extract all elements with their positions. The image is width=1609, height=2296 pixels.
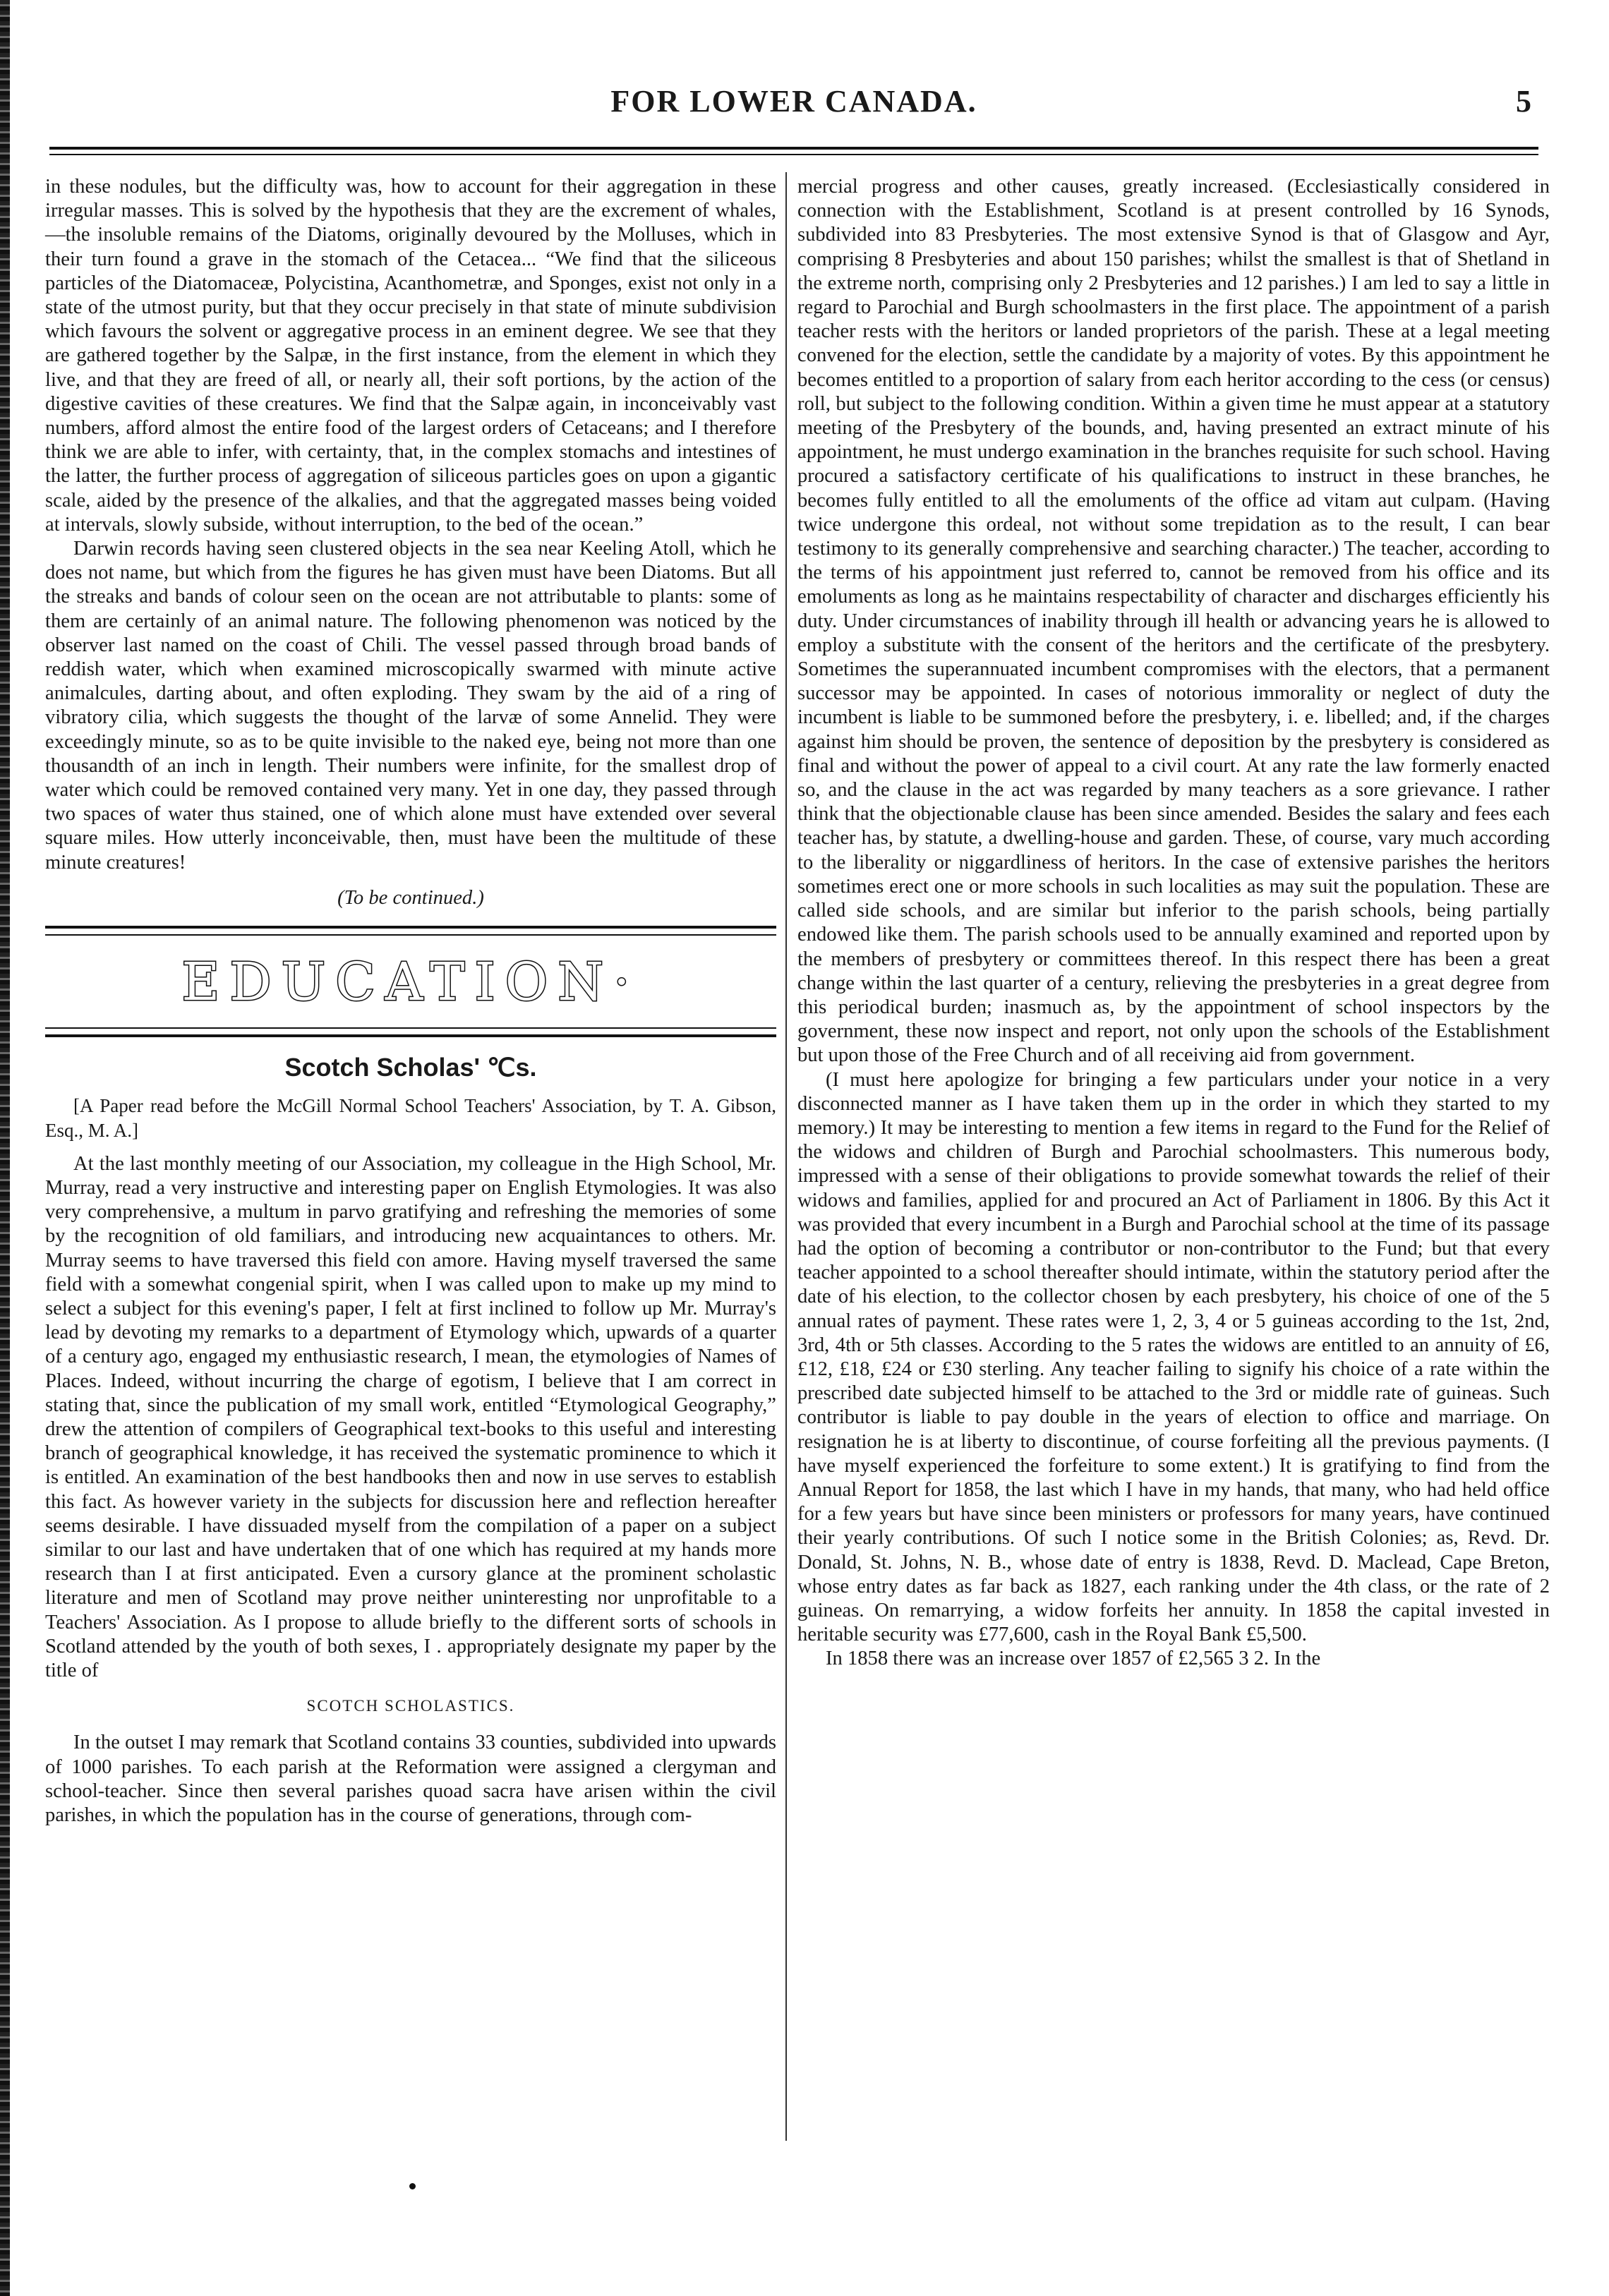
section-rule-bottom	[45, 1027, 776, 1037]
section-title: EDUCATION·	[181, 952, 640, 1013]
left-column	[45, 175, 776, 1827]
article-title: Scotch Scholas' ℃s.	[284, 1053, 537, 1082]
page-number: 5	[1516, 84, 1531, 119]
running-title: FOR LOWER CANADA.	[610, 84, 977, 119]
left-paragraph-3: At the last monthly meeting of our Association, my colleague in the High School, Mr. Murray, read a very instructive and interesting paper on English Etymologies. It was also very comprehensive, a multum in parvo gratifying and refreshing the memories of some by the recognition of old familiars, and introducing new acquaintances to others. Mr. Murray seems to have traversed this field con amore. Having myself traversed the same field with a somewhat congenial spirit, when I was called upon to make up my mind to select a subject for this evening's paper, I felt at first inclined to follow up Mr. Murray's lead by devoting my remarks to a department of Etymology which, upwards of a quarter of a century ago, engaged my enthusiastic research, I mean, the etymologies of Names of Places. Indeed, without incurring the charge of egotism, I believe that I am correct in stating that, since the publication of my small work, entitled “Etymological Geography,” drew the attention of compilers of Geographical text-books to this useful and interesting branch of geographical knowledge, it has received the systematic prominence to which it is entitled. An examination of the best handbooks then and now in use serves to establish this fact. As however variety in the subjects for discussion here and reflection hereafter seems desirable. I have dissuaded myself from the compilation of a paper on a subject similar to our last and have undertaken that of one which has required at my hands more research than I at first anticipated. Even a cursory glance at the prominent scholastic literature and men of Scotland may prove neither uninteresting nor unprofitable to a Teachers' Association. As I propose to allude briefly to the different sorts of schools in Scotland attended by the youth of both sexes, I . appropriately designate my paper by the title of	[45, 1152, 776, 1681]
to-be-continued: (To be continued.)	[337, 886, 484, 909]
right-paragraph-2: (I must here apologize for bringing a few particulars under your notice in a very disconnected manner as I have taken them up in the order in which they started to my memory.) It may be interesting to mention a few items in regard to the Fund for the Relief of the widows and children of Burgh and Parochial schoolmasters. This numerous body, impressed with a sense of their obligations to provide somewhat towards the relief of their widows and families, applied for and procured an Act of Parliament in 1806. By this Act it was provided that every incumbent in a Burgh and Parochial school at the time of its passage had the option of becoming a contributor or non-contributor to the Fund; but that every teacher appointed to a school thereafter should intimate, within the statutory period after the date of his election, to the collector chosen by each presbytery, his choice of one of the 5 annual rates of payment. These rates were 1, 2, 3, 4 or 5 guineas according to the 1st, 2nd, 3rd, 4th or 5th classes. According to the 5 rates the widows are entitled to an annuity of £6, £12, £18, £24 or £30 sterling. Any teacher failing to signify his choice of a rate within the prescribed date subjected himself to be attached to the 3rd or middle rate of guineas. Such contributor is liable to pay double in the years of election to office and marriage. On resignation he is at liberty to discontinue, of course forfeiting all the previous payments. (I have myself experienced the forfeiture to some extent.) It is gratifying to find from the Annual Report for 1858, the last which I have in my hands, that many, who had held office for a few years but have since been ministers or professors for many years, have continued their yearly contributions. Of such I notice some in the British Colonies; as, Revd. Dr. Donald, St. Johns, N. B., whose date of entry is 1838, Revd. D. Maclead, Cape Breton, whose entry dates as far back as 1827, each ranking under the 4th class, or the rate of 2 guineas. On remarrying, a widow forfeits her annuity. In 1858 the capital invested in heritable security was £77,600, cash in the Royal Bank £5,500.	[797, 1068, 1550, 1646]
page-binding-edge	[0, 0, 10, 2296]
column-divider	[785, 172, 787, 2141]
running-header	[49, 83, 1538, 133]
right-paragraph-3: In 1858 there was an increase over 1857 of £2,565 3 2. In the	[826, 1648, 1321, 1670]
left-paragraph-1: in these nodules, but the difficulty was, how to account for their aggregation in these irregular masses. This is solved by the hypothesis that they are the excrement of whales,—the insoluble remains of the Diatoms, originally devoured by the Molluses, which in their turn found a grave in the stomach of the Cetacea... “We find that the siliceous particles of the Diatomaceæ, Polycistina, Acanthometræ, and Sponges, exist not only in a state of the utmost purity, but that they occur precisely in that state of minute subdivision which favours the solvent or aggregative process in an eminent degree. We see that they are gathered together by the Salpæ, in the first instance, from the element in which they live, and that they are freed of all, or nearly all, their soft portions, by the action of the digestive cavities of these creatures. We find that the Salpæ again, in inconceivably vast numbers, afford almost the entire food of the largest orders of Cetaceans; and I therefore think we are able to infer, with certainty, that, in the complex stomachs and intestines of the latter, the further process of aggregation of siliceous particles goes on upon a gigantic scale, aided by the presence of the alkalies, and that the aggregated masses being voided at intervals, slowly subside, without interruption, to the bed of the ocean.”	[45, 176, 776, 536]
bottom-dot-mark	[409, 2183, 416, 2189]
right-column	[797, 175, 1550, 1672]
right-paragraph-1: mercial progress and other causes, greatly increased. (Ecclesiastically considered in connection with the Establishment, Scotland is at present controlled by 16 Synods, subdivided into 83 Presbyteries. The most extensive Synod is that of Glasgow and Ayr, comprising 8 Presbyteries and about 150 parishes; whilst the smallest is that of Shetland in the extreme north, comprising only 2 Presbyteries and 12 parishes.) I am led to say a little in regard to Parochial and Burgh schoolmasters in the first place. The appointment of a parish teacher rests with the heritors or landed proprietors of the parish. These at a legal meeting convened for the election, settle the candidate by a majority of votes. By this appointment he becomes entitled to a proportion of salary from each heritor according to the cess (or census) roll, but subject to the following condition. Within a given time he must appear at a statutory meeting of the Presbytery of the bounds, and, having presented an extract minute of his appointment, he must undergo examination in the branches requisite for such school. Having procured a satisfactory certificate of his qualifications to instruct in these branches, he becomes fully entitled to all the emoluments of the office ad vitam aut culpam. (Having twice undergone this ordeal, not without some trepidation as to the result, I can bear testimony to its generally comprehensive and searching character.) The teacher, according to the terms of his appointment just referred to, cannot be removed from his office and its emoluments as long as he maintains respectability of character and discharges efficiently his duty. Under circumstances of inability through ill health or advancing years he is allowed to employ a substitute with the consent of the heritors and the certificate of the presbytery. Sometimes the superannuated incumbent compromises with the electors, that a permanent successor may be appointed. In cases of notorious immorality or neglect of duty the incumbent is liable to be summoned before the presbytery, i. e. libelled; and, if the charges against him should be proven, the sentence of deposition by the presbytery is considered as final and without the power of appeal to a civil court. At any rate the law formerly enacted so, and the clause in the act was regarded by many teachers as a sore grievance. I rather think that the objectionable clause has been since amended. Besides the salary and fees each teacher has, by statute, a dwelling-house and garden. These, of course, vary much according to the liberality or niggardliness of heritors. In the case of extensive parishes the heritors sometimes erect one or more schools in such localities as may suit the population. These are called side schools, and are similar but inferior to the parish schools, being partially endowed like them. The parish schools used to be annually examined and reported upon by the members of presbytery or committees thereof. In this respect there has been a great change within the last quarter of a century, relieving the presbyteries in a great degree from this periodical burden; inasmuch as, by the appointment of school inspectors by the government, these now inspect and report, not only upon the schools of the Establishment but upon those of the Free Church and of all receiving aid from government.	[797, 176, 1550, 1067]
left-paragraph-4: In the outset I may remark that Scotland contains 33 counties, subdivided into upwards of 1000 parishes. To each parish at the Reformation were assigned a clergyman and school-teacher. Since then several parishes quoad sacra have arisen within the civil parishes, in which the population has in the course of generations, through com-	[45, 1732, 776, 1826]
article-byline: [A Paper read before the McGill Normal School Teachers' Association, by T. A. Gibson, Esq., M. A.]	[45, 1095, 776, 1141]
section-rule-top	[45, 926, 776, 936]
left-paragraph-2: Darwin records having seen clustered objects in the sea near Keeling Atoll, which he does not name, but which from the figures he has given must have been Diatoms. But all the streaks and bands of colour seen on the ocean are not attributable to plants: some of them are certainly of an animal nature. The following phenomenon was noticed by the observer last named on the coast of Chili. The vessel passed through broad bands of reddish water, which when examined microscopically swarmed with minute active animalcules, darting about, and often exploding. They swam by the aid of a ring of vibratory cilia, which suggests the thought of the larvæ of some Annelid. They were exceedingly minute, so as to be quite invisible to the naked eye, being not more than one thousandth of an inch in length. Their numbers were infinite, for the smallest drop of water which could be removed contained very many. Yet in one day, they passed through two spaces of water thus stained, one of which alone must have extended over several square miles. How utterly inconceivable, then, must have been the multitude of these minute creatures!	[45, 538, 776, 874]
header-double-rule	[49, 147, 1538, 155]
subsection-heading: SCOTCH SCHOLASTICS.	[306, 1697, 515, 1715]
